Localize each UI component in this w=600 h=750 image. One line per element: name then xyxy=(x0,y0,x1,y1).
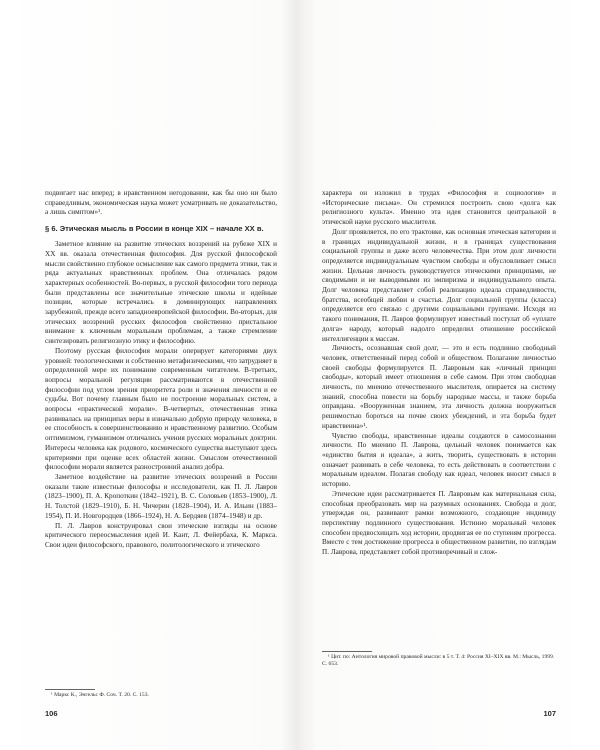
section-heading: § 6. Этическая мысль в России в конце XIX – начале XX в. xyxy=(45,224,264,234)
page-number: 106 xyxy=(45,709,58,718)
paragraph: Заметное воздействие на развитие этических воззрений в России оказали такие известные философы и исследователи, как П. Л. Лавров (1823–1900), П. А. Кропоткин (1842–1921), В. С. Соловьев (1853–1900), Л. Н. Толстой (1829–1910), Б. Н. Чичерин (1828–1904), И. А. Ильин (1883–1954), П. И. Новгородцев (1866–1924), Н. А. Бердяев (1874–1948) и др. xyxy=(45,472,277,520)
paragraph: Заметное влияние на развитие этических воззрений на рубеже XIX и XX вв. оказала отечественная философия. Для русской философской мысли свойственно глубокое осмысление как самого предмета этики, так и ряда актуальных нравственных проблем. Она отличалась рядом характерных особенностей. Во-первых, в русской философии того периода были представлены все значительные этические школы и идейные позиции, которые встречались в доминирующих направлениях зарубежной, прежде всего западноевропейской философии. Во-вторых, для этических воззрений русских философов свойственно пристальное внимание к ключевым моральным проблемам, а также стремление синтезировать религиозную этику и философию. xyxy=(45,240,277,346)
left-footnote-area xyxy=(45,689,277,699)
left-page-text xyxy=(45,189,277,551)
page-number: 107 xyxy=(543,709,556,718)
paragraph: П. Л. Лавров конструировал свои этические взгляды на основе критического переосмысления идей И. Кант, Л. Фейербаха, К. Маркса. Свои идеи философского, правового, политологического и этического xyxy=(45,521,277,549)
paragraph: Долг проявляется, по его трактовке, как основная этическая категория и в границах индивидуальной жизни, и в границах существования социальной группы и даже всего человечества. При этом долг личности определяется индивидуальным чувством свободы и обусловливает смысл жизни. Цельная личность руководствуется этическими принципами, не сводимыми и не выводимыми из эмпиризма и индивидуального опыта. Долг человека представляет собой реализацию идеала справедливости, братства, всеобщей любви и счастья. Долг социальной группы (класса) определяется его связью с другими социальными группами. Исходя из такого понимания, П. Лавров формулирует известный постулат об «уплате долга» народу, который надолго определил отношение российской интеллигенции к массам. xyxy=(322,227,556,343)
footnote-rule xyxy=(322,651,372,652)
paragraph: Личность, осознавшая свой долг, — это и есть подлинно свободный человек, ответственный перед собой и обществом. Полагание личностью своей свободы формулируется П. Лавровым как «личный принцип свободы», который имеет отношения в себе самом. При этом свободная личность, по мнению отечественного мыслителя, опирается на систему знаний, способна повести на борьбу народные массы, и также борьба оправдана. «Вооруженная знанием, эта личность должна вооружиться решимостью бороться на почве своих убеждений, и эта борьба будет нравственна»¹. xyxy=(322,344,556,430)
paragraph: характера он изложил в трудах «Философия и социология» и «Исторические письма». Он стремился построить свою «долга как религиозного культа». Именно эта идея становится центральной в этической науке русского мыслителя. xyxy=(322,189,556,227)
paragraph: Чувство свободы, нравственные идеалы создаются в самосознании личности. По мнению П. Лаврова, цельный человек понимается как «единство бытия и идеала», а жить, творить, существовать в истории означает развивать в себе человека, то есть действовать в соответствии с моральным идеалом. Полагая свободу как идеал, человек вносит смысл в историю. xyxy=(322,431,556,489)
paragraph: Этические идеи рассматривается П. Лавровым как материальная сила, способная преобразовать мир на разумных основаниях. Свобода и долг, утверждая он, развивают рамки возможного, создающие индивиду перспективу подлинного существования. Истинно моральный человек способен предвосхищать ход истории, продвигая ее по ступеням прогресса. Вместе с тем достижение прогресса в общественном развитии, по взглядам П. Лаврова, представляет собой противоречивый и слож- xyxy=(322,489,556,557)
right-page-text xyxy=(322,189,556,558)
right-footnote-area xyxy=(322,651,556,668)
right-page xyxy=(300,0,600,750)
paragraph: Поэтому русская философия морали оперирует категориями двух уровней: теологическими и собственно метафизическими, что затрудняет в определенной мере их понимание современным читателем. В-третьих, вопросы моральной регуляции рассматриваются в отечественной философии под углом зрения приоритета роли и значения личности и ее судьбы. Вот почему главным было не построение моральных систем, а вопросы «практической морали». В-четвертых, отечественная этика развивалась на принципах веры в изначально добрую природу человека, в ее способность к совершенствованию и нравственному развитию. Особым оптимизмом, гуманизмом отличались учения русских моральных доктрин. Интересы человека как родового, космического существа выступают здесь критериями при оценке всех областей жизни. Смыслом отечественной философии морали является разностронний анализ добра. xyxy=(45,346,277,472)
footnote: ¹ Цит. по: Антология мировой правовой мысли: в 5 т. Т. 4: Россия XI–XIX вв. М.: Мысль, 1999. С. 653. xyxy=(322,654,555,667)
paragraph: подвигает нас вперед; в нравственном негодовании, как бы оно ни было справедливым, экономическая наука может усматривать не доказательство, а лишь симптом»¹. xyxy=(45,189,277,217)
footnote: ¹ Маркс К., Энгельс Ф. Соч. Т. 20. С. 153. xyxy=(51,692,149,698)
footnote-rule xyxy=(45,689,95,690)
